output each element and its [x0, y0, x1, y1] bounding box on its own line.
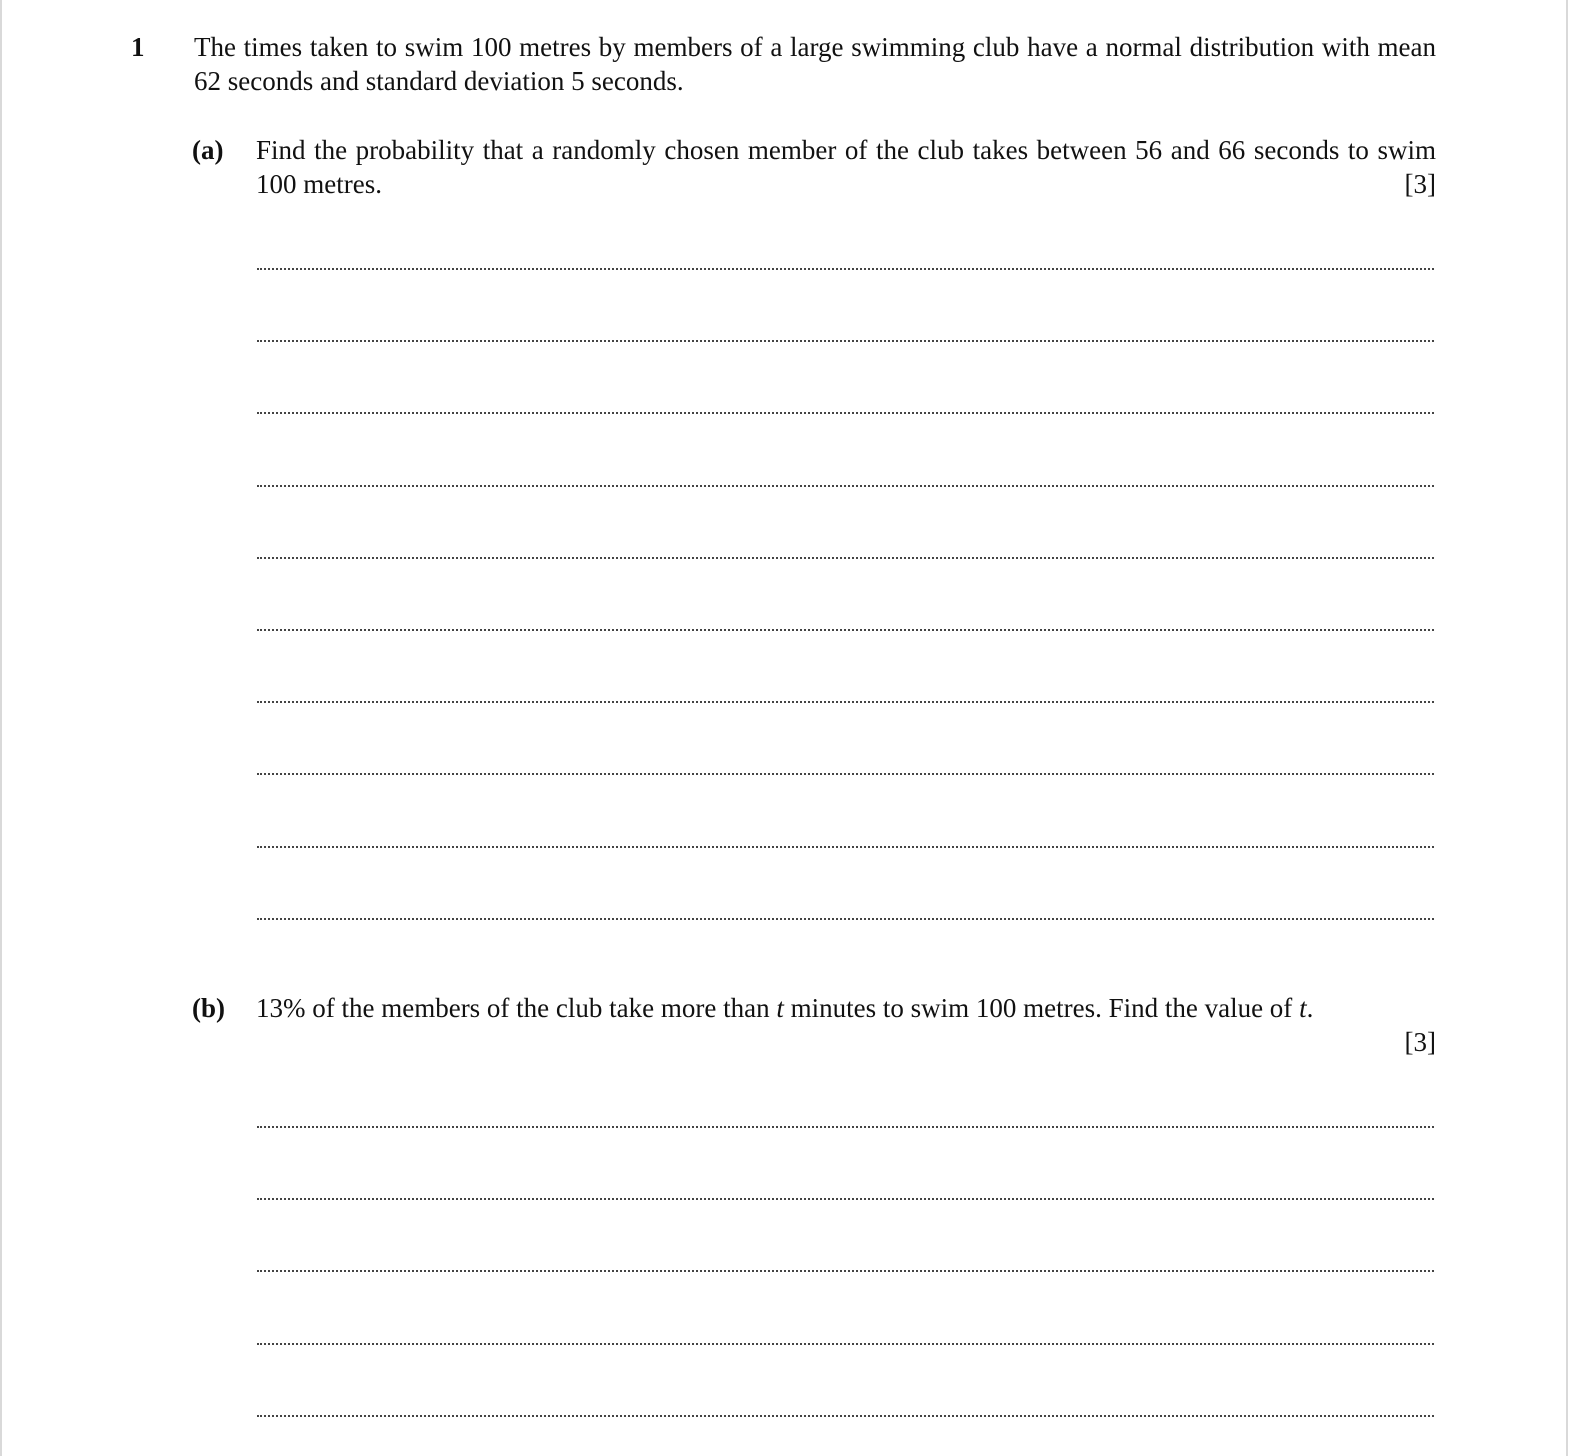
answer-line[interactable]: [257, 1198, 1434, 1200]
part-b-text-start: 13% of the members of the club take more than: [256, 993, 777, 1023]
part-a-marks: [3]: [1404, 169, 1436, 199]
answer-line[interactable]: [257, 412, 1434, 414]
question-number: 1: [131, 32, 145, 62]
part-b-label: (b): [192, 993, 225, 1023]
part-b-marks: [3]: [1404, 1027, 1436, 1057]
page-edge-left: [0, 0, 2, 1456]
part-b-variable-t: t: [776, 993, 784, 1023]
part-b-text-middle: minutes to swim 100 metres. Find the value of: [783, 993, 1300, 1023]
answer-line[interactable]: [257, 557, 1434, 559]
part-b-variable-t-2: t: [1299, 993, 1307, 1023]
answer-line[interactable]: [257, 1343, 1434, 1345]
answer-line[interactable]: [257, 629, 1434, 631]
answer-line[interactable]: [257, 918, 1434, 920]
part-a-label: (a): [192, 135, 224, 165]
answer-line[interactable]: [257, 701, 1434, 703]
answer-line[interactable]: [257, 485, 1434, 487]
part-a-text: Find the probability that a randomly chosen member of the club takes between 56 and 66 seconds to swim 100 metres.: [256, 135, 1436, 199]
answer-line[interactable]: [257, 268, 1434, 270]
answer-line[interactable]: [257, 1415, 1434, 1417]
answer-line[interactable]: [257, 1126, 1434, 1128]
answer-line[interactable]: [257, 1270, 1434, 1272]
answer-line[interactable]: [257, 340, 1434, 342]
question-stem: The times taken to swim 100 metres by members of a large swimming club have a normal distribution with mean 62 seconds and standard deviation 5 seconds.: [194, 32, 1436, 96]
part-b-text-end: .: [1306, 993, 1314, 1023]
page-edge-right: [1566, 0, 1568, 1456]
part-b-text: [256, 991, 1436, 1025]
answer-line[interactable]: [257, 846, 1434, 848]
answer-line[interactable]: [257, 773, 1434, 775]
